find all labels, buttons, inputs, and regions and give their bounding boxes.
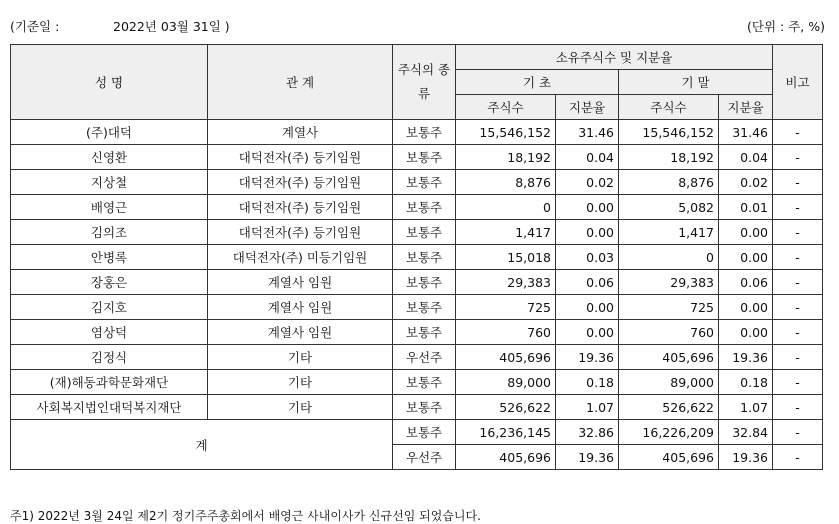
col-end-shares-header: 주식수 xyxy=(619,95,719,120)
cell-name: 안병록 xyxy=(11,245,208,270)
cell-begin-shares: 8,876 xyxy=(456,170,556,195)
col-ownership-header: 소유주식수 및 지분율 xyxy=(456,45,773,70)
cell-type: 보통주 xyxy=(393,170,456,195)
cell-name: 사회복지법인대덕복지재단 xyxy=(11,395,208,420)
cell-remarks: - xyxy=(773,120,823,145)
cell-type: 보통주 xyxy=(393,195,456,220)
cell-begin-shares: 15,018 xyxy=(456,245,556,270)
cell-begin-ratio: 31.46 xyxy=(556,120,619,145)
total-row xyxy=(11,420,823,445)
cell-end-shares: 16,226,209 xyxy=(619,420,719,445)
table-row xyxy=(11,170,823,195)
cell-name: 지상철 xyxy=(11,170,208,195)
cell-begin-ratio: 0.18 xyxy=(556,370,619,395)
table-row xyxy=(11,370,823,395)
cell-end-shares: 405,696 xyxy=(619,345,719,370)
col-remarks-header: 비고 xyxy=(773,45,823,120)
cell-end-shares: 0 xyxy=(619,245,719,270)
cell-end-shares: 18,192 xyxy=(619,145,719,170)
cell-type: 보통주 xyxy=(393,295,456,320)
cell-end-ratio: 31.46 xyxy=(719,120,773,145)
cell-relation: 계열사 임원 xyxy=(208,270,393,295)
cell-type: 우선주 xyxy=(393,445,456,470)
cell-begin-ratio: 1.07 xyxy=(556,395,619,420)
cell-end-shares: 760 xyxy=(619,320,719,345)
cell-end-shares: 89,000 xyxy=(619,370,719,395)
cell-end-ratio: 0.06 xyxy=(719,270,773,295)
cell-end-shares: 5,082 xyxy=(619,195,719,220)
cell-end-ratio: 0.00 xyxy=(719,295,773,320)
table-row xyxy=(11,295,823,320)
col-begin-ratio-header: 지분율 xyxy=(556,95,619,120)
cell-end-ratio: 19.36 xyxy=(719,345,773,370)
cell-begin-shares: 405,696 xyxy=(456,345,556,370)
cell-begin-shares: 0 xyxy=(456,195,556,220)
cell-relation: 대덕전자(주) 등기임원 xyxy=(208,195,393,220)
total-label: 계 xyxy=(11,420,393,470)
cell-name: 배영근 xyxy=(11,195,208,220)
col-name-header: 성 명 xyxy=(11,45,208,120)
cell-end-shares: 15,546,152 xyxy=(619,120,719,145)
cell-begin-ratio: 32.86 xyxy=(556,420,619,445)
cell-end-shares: 405,696 xyxy=(619,445,719,470)
cell-begin-ratio: 0.02 xyxy=(556,170,619,195)
cell-relation: 대덕전자(주) 등기임원 xyxy=(208,145,393,170)
cell-end-ratio: 0.00 xyxy=(719,245,773,270)
cell-begin-ratio: 0.00 xyxy=(556,320,619,345)
table-row xyxy=(11,395,823,420)
cell-end-shares: 29,383 xyxy=(619,270,719,295)
cell-begin-shares: 760 xyxy=(456,320,556,345)
cell-name: 염상덕 xyxy=(11,320,208,345)
cell-type: 보통주 xyxy=(393,120,456,145)
cell-end-ratio: 0.18 xyxy=(719,370,773,395)
table-row xyxy=(11,145,823,170)
cell-begin-shares: 725 xyxy=(456,295,556,320)
col-stock-type-header: 주식의 종류 xyxy=(393,45,456,120)
cell-relation: 대덕전자(주) 등기임원 xyxy=(208,170,393,195)
cell-end-shares: 725 xyxy=(619,295,719,320)
col-begin-shares-header: 주식수 xyxy=(456,95,556,120)
cell-type: 보통주 xyxy=(393,320,456,345)
cell-end-ratio: 19.36 xyxy=(719,445,773,470)
cell-end-ratio: 0.00 xyxy=(719,320,773,345)
report-header xyxy=(10,17,825,35)
cell-begin-ratio: 0.00 xyxy=(556,195,619,220)
cell-begin-shares: 29,383 xyxy=(456,270,556,295)
cell-relation: 계열사 임원 xyxy=(208,320,393,345)
cell-remarks: - xyxy=(773,245,823,270)
unit-label: (단위 : 주, %) xyxy=(747,19,825,34)
cell-name: (주)대덕 xyxy=(11,120,208,145)
col-end-header: 기 말 xyxy=(619,70,773,95)
cell-name: 김정식 xyxy=(11,345,208,370)
cell-begin-ratio: 0.00 xyxy=(556,295,619,320)
cell-begin-ratio: 19.36 xyxy=(556,445,619,470)
cell-relation: 기타 xyxy=(208,370,393,395)
cell-end-ratio: 0.01 xyxy=(719,195,773,220)
cell-type: 우선주 xyxy=(393,345,456,370)
cell-end-shares: 1,417 xyxy=(619,220,719,245)
cell-remarks: - xyxy=(773,370,823,395)
cell-end-ratio: 0.00 xyxy=(719,220,773,245)
cell-relation: 대덕전자(주) 등기임원 xyxy=(208,220,393,245)
cell-begin-shares: 15,546,152 xyxy=(456,120,556,145)
cell-name: 신영환 xyxy=(11,145,208,170)
cell-remarks: - xyxy=(773,445,823,470)
cell-begin-ratio: 0.00 xyxy=(556,220,619,245)
cell-begin-shares: 89,000 xyxy=(456,370,556,395)
cell-remarks: - xyxy=(773,145,823,170)
table-row xyxy=(11,245,823,270)
cell-remarks: - xyxy=(773,295,823,320)
cell-end-shares: 8,876 xyxy=(619,170,719,195)
cell-type: 보통주 xyxy=(393,220,456,245)
cell-remarks: - xyxy=(773,345,823,370)
cell-begin-shares: 16,236,145 xyxy=(456,420,556,445)
cell-end-shares: 526,622 xyxy=(619,395,719,420)
cell-relation: 기타 xyxy=(208,345,393,370)
col-begin-header: 기 초 xyxy=(456,70,619,95)
cell-remarks: - xyxy=(773,420,823,445)
cell-begin-ratio: 19.36 xyxy=(556,345,619,370)
cell-name: (재)해동과학문화재단 xyxy=(11,370,208,395)
cell-begin-shares: 405,696 xyxy=(456,445,556,470)
cell-remarks: - xyxy=(773,220,823,245)
cell-remarks: - xyxy=(773,170,823,195)
cell-end-ratio: 0.04 xyxy=(719,145,773,170)
footnote: 주1) 2022년 3월 24일 제2기 정기주주총회에서 배영근 사내이사가 신규선임 되었습니다. xyxy=(10,509,481,523)
cell-remarks: - xyxy=(773,195,823,220)
cell-remarks: - xyxy=(773,320,823,345)
cell-name: 김지호 xyxy=(11,295,208,320)
cell-remarks: - xyxy=(773,270,823,295)
cell-type: 보통주 xyxy=(393,270,456,295)
cell-relation: 기타 xyxy=(208,395,393,420)
cell-type: 보통주 xyxy=(393,420,456,445)
col-end-ratio-header: 지분율 xyxy=(719,95,773,120)
cell-remarks: - xyxy=(773,395,823,420)
cell-begin-shares: 18,192 xyxy=(456,145,556,170)
col-relation-header: 관 계 xyxy=(208,45,393,120)
base-date-value: 2022년 03월 31일 ) xyxy=(113,19,230,34)
cell-end-ratio: 32.84 xyxy=(719,420,773,445)
table-row xyxy=(11,195,823,220)
cell-relation: 계열사 xyxy=(208,120,393,145)
cell-begin-ratio: 0.04 xyxy=(556,145,619,170)
cell-begin-shares: 526,622 xyxy=(456,395,556,420)
table-row xyxy=(11,320,823,345)
table-row xyxy=(11,270,823,295)
cell-name: 김의조 xyxy=(11,220,208,245)
cell-begin-ratio: 0.03 xyxy=(556,245,619,270)
cell-begin-shares: 1,417 xyxy=(456,220,556,245)
cell-type: 보통주 xyxy=(393,245,456,270)
cell-name: 장홍은 xyxy=(11,270,208,295)
cell-end-ratio: 1.07 xyxy=(719,395,773,420)
table-row xyxy=(11,220,823,245)
cell-end-ratio: 0.02 xyxy=(719,170,773,195)
base-date-label: (기준일 : xyxy=(10,19,60,34)
cell-type: 보통주 xyxy=(393,145,456,170)
cell-relation: 계열사 임원 xyxy=(208,295,393,320)
cell-begin-ratio: 0.06 xyxy=(556,270,619,295)
table-row xyxy=(11,120,823,145)
cell-relation: 대덕전자(주) 미등기임원 xyxy=(208,245,393,270)
cell-type: 보통주 xyxy=(393,395,456,420)
shareholder-table xyxy=(10,44,823,470)
cell-type: 보통주 xyxy=(393,370,456,395)
table-row xyxy=(11,345,823,370)
